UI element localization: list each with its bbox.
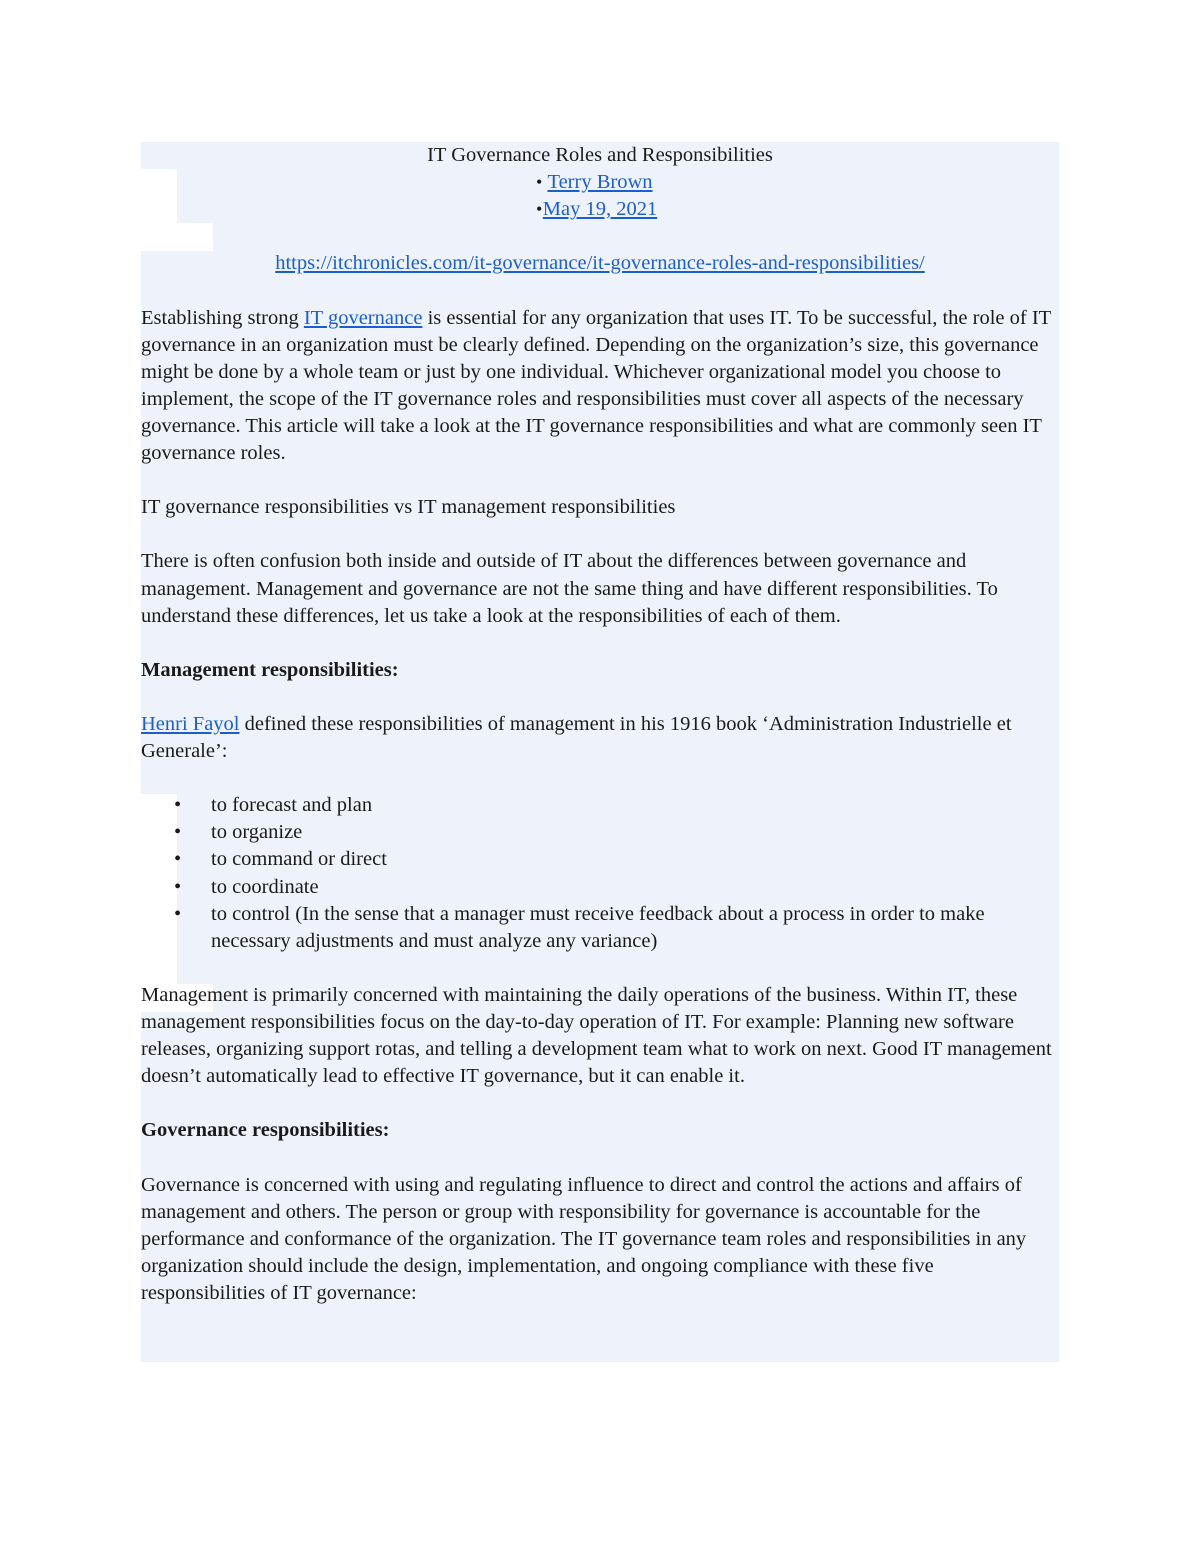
- bullet-icon: •: [536, 172, 543, 193]
- bullet-icon: •: [174, 875, 182, 898]
- fayol-paragraph: Henri Fayol defined these responsibilities of management in his 1916 book ‘Administration Industrielle et Generale’:: [141, 712, 1012, 763]
- governance-heading: Governance responsibilities:: [141, 1119, 390, 1142]
- list-item: • to control (In the sense that a manager must receive feedback about a process in order to make necessary adjustments and must analyze any variance): [174, 902, 985, 952]
- date-line: [141, 196, 1059, 223]
- section-subheading: IT governance responsibilities vs IT management responsibilities: [141, 496, 676, 519]
- henri-fayol-link[interactable]: Henri Fayol: [141, 712, 240, 735]
- document-body: [141, 142, 1059, 1307]
- bullet-icon: •: [174, 794, 182, 817]
- management-paragraph: Management is primarily concerned with maintaining the daily operations of the business. Within IT, these management responsibilities focus on the day-to-day operation of IT. For example: Planning new software releases, organizing support rotas, and telling a development team what to work on next. Good IT management doesn’t automatically lead to effective IT governance, but it can enable it.: [141, 983, 1052, 1088]
- bullet-icon: •: [174, 848, 182, 871]
- list-item: • to forecast and plan: [141, 792, 1059, 819]
- author-line: [141, 169, 1059, 196]
- management-heading: Management responsibilities:: [141, 658, 399, 681]
- list-item: • to coordinate: [141, 874, 1059, 901]
- bullet-icon: •: [536, 199, 543, 220]
- management-list: [141, 792, 1059, 955]
- document-title: IT Governance Roles and Responsibilities: [427, 144, 773, 166]
- date-link[interactable]: May 19, 2021: [542, 198, 658, 221]
- bullet-icon: •: [174, 821, 182, 844]
- author-link[interactable]: Terry Brown: [547, 171, 653, 194]
- source-url-link[interactable]: https://itchronicles.com/it-governance/it-governance-roles-and-responsibilities/: [275, 252, 925, 275]
- bullet-icon: •: [174, 902, 182, 925]
- intro-paragraph: Establishing strong IT governance is essential for any organization that uses IT. To be successful, the role of IT governance in an organization must be clearly defined. Depending on the organization’s size, this governance might be done by a whole team or just by one individual. Whichever organizational model you choose to implement, the scope of the IT governance roles and responsibilities must cover all aspects of the necessary governance. This article will take a look at the IT governance responsibilities and what are commonly seen IT governance roles.: [141, 306, 1051, 465]
- governance-paragraph: Governance is concerned with using and regulating influence to direct and control the actions and affairs of management and others. The person or group with responsibility for governance is accountable for the performance and conformance of the organization. The IT governance team roles and responsibilities in any organization should include the design, implementation, and ongoing compliance with these five responsibilities of IT governance:: [141, 1173, 1027, 1304]
- it-governance-link[interactable]: IT governance: [303, 306, 423, 329]
- source-url-line: [141, 250, 1059, 277]
- confusion-paragraph: There is often confusion both inside and outside of IT about the differences between governance and management. Management and governance are not the same thing and have different responsibilities. To understand these differences, let us take a look at the responsibilities of each of them.: [141, 550, 998, 627]
- list-item: • to organize: [141, 819, 1059, 846]
- list-item: • to command or direct: [141, 846, 1059, 873]
